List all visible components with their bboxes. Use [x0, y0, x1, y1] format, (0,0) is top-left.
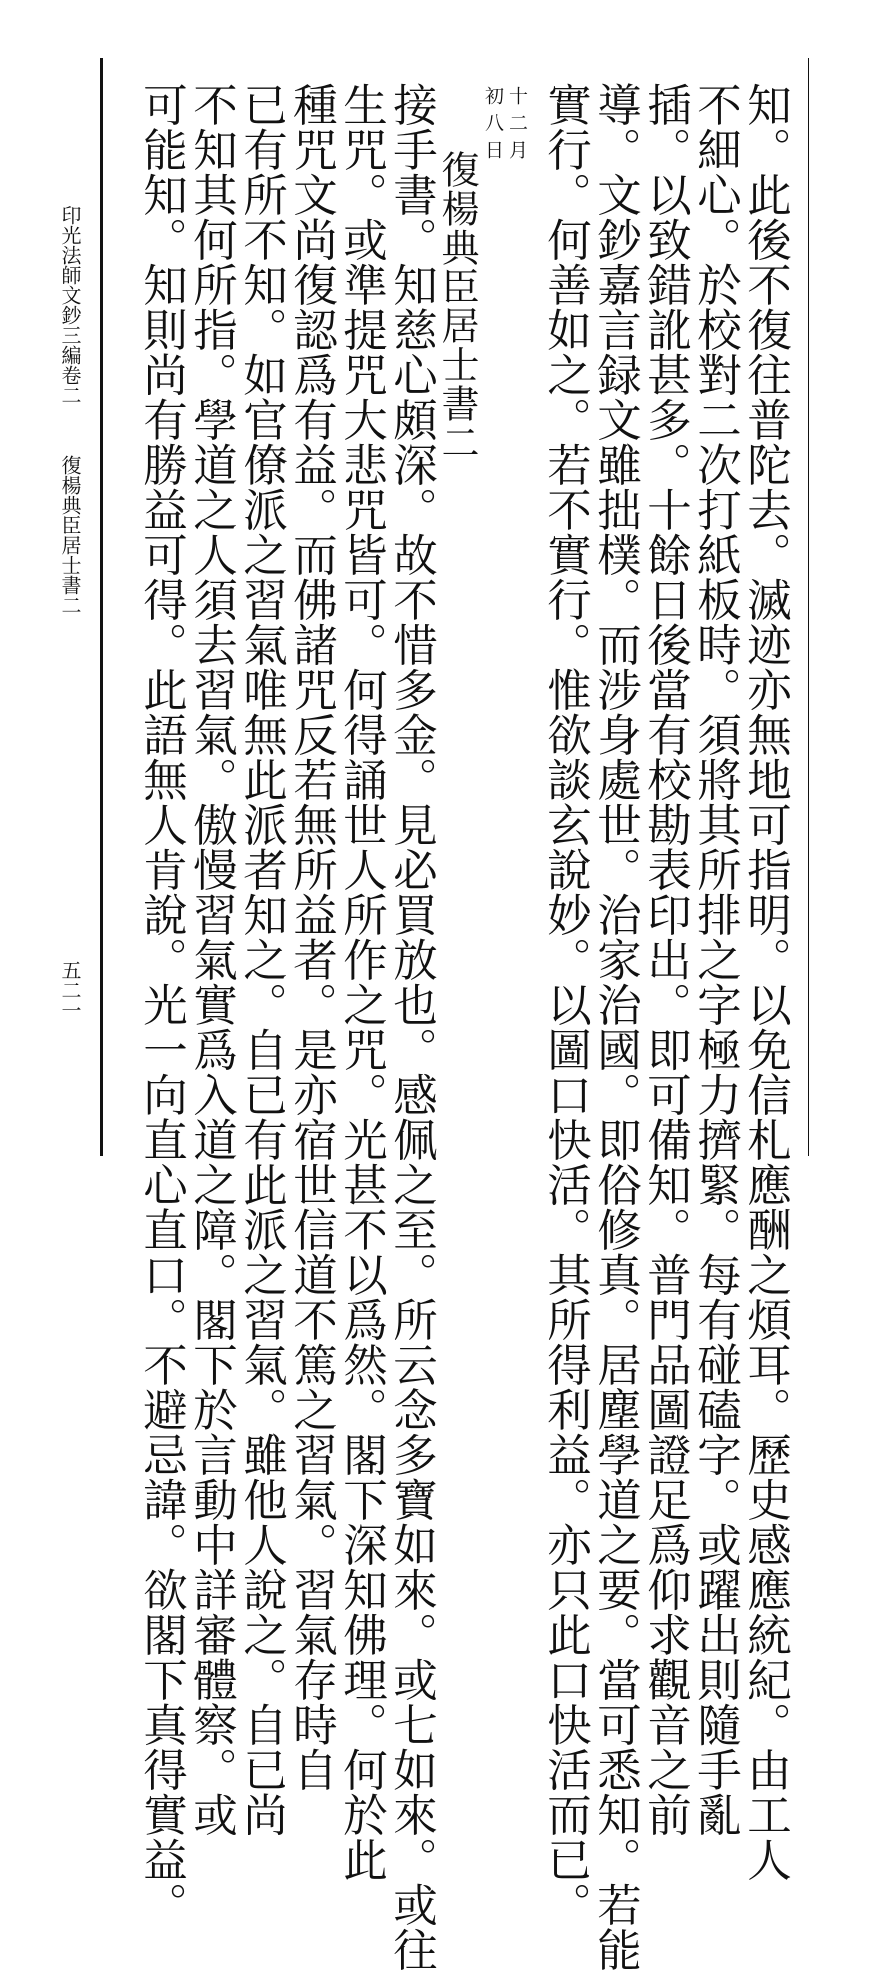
text-column: 可能知。知則尚有勝益可得。此語無人肯說。光一向直心直口。不避忌諱。欲閣下真得實益。 [135, 82, 187, 1927]
text-column: 不細心。於校對二次打紙板時。須將其所排之字極力擠緊。每有碰磕字。或躍出則隨手亂 [689, 82, 741, 1837]
text-column: 知。此後不復往普陀去。滅迹亦無地可指明。以免信札應酬之煩耳。歷史感應統紀。由工人 [739, 82, 791, 1882]
text-column: 生咒。或準提咒大悲咒皆可。何得誦世人所作之咒。光甚不以爲然。閣下深知佛理。何於此 [335, 82, 387, 1882]
text-column: 接手書。知慈心頗深。故不惜多金。見必買放也。感佩之至。所云念多寶如來。或七如來。或往 [385, 82, 437, 1972]
text-column: 種咒文尚復認爲有益。而佛諸咒反若無所益者。是亦宿世信道不篤之習氣。習氣存時自 [285, 82, 337, 1792]
text-column: 不知其何所指。學道之人須去習氣。傲慢習氣實爲入道之障。閣下於言動中詳審體察。或 [185, 82, 237, 1837]
book-title: 印光法師文鈔三編卷二 [58, 205, 82, 405]
text-column: 插。以致錯訛甚多。十餘日後當有校勘表印出。即可備知。普門品圖證足爲仰求觀音之前 [639, 82, 691, 1837]
chapter-title: 復楊典臣居士書二 [58, 455, 82, 615]
letter-title: 復楊典臣居士書二 [435, 150, 479, 462]
date-line: 十二月 [506, 86, 528, 167]
date-line: 初八日 [482, 86, 504, 167]
text-column: 已有所不知。如官僚派之習氣唯無此派者知之。自已有此派之習氣。雖他人說之。自已尚 [235, 82, 287, 1837]
text-column: 導。文鈔嘉言録文雖拙樸。而涉身處世。治家治國。即俗修真。居塵學道之要。當可悉知。若能 [589, 82, 641, 1972]
page-number: 五二一 [58, 960, 82, 1020]
text-column: 實行。何善如之。若不實行。惟欲談玄說妙。以圖口快活。其所得利益。亦只此口快活而已。 [539, 82, 591, 1927]
